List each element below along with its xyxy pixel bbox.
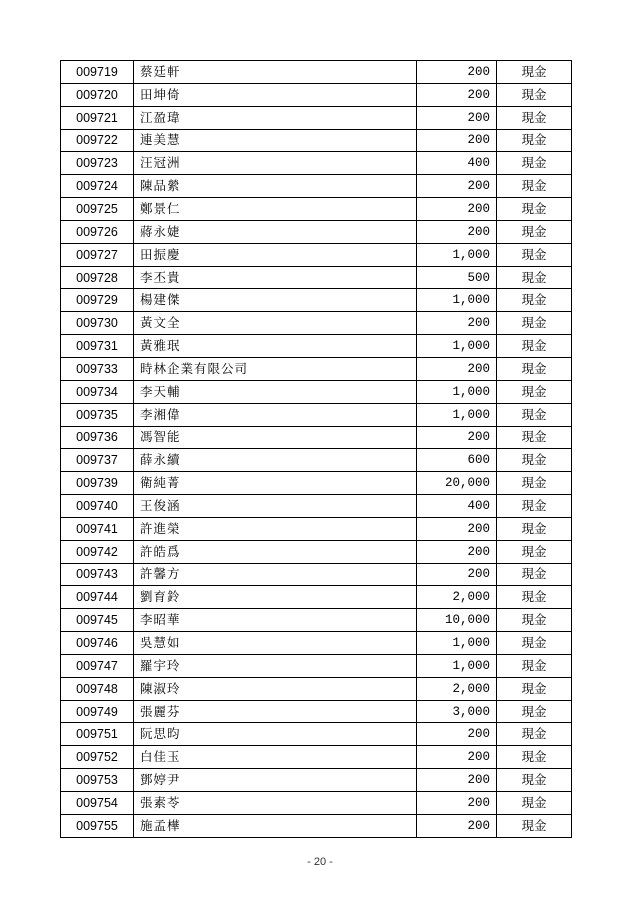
payment-type-cell: 現金: [497, 723, 572, 746]
donation-amount-cell: 200: [417, 357, 497, 380]
payment-type-cell: 現金: [497, 632, 572, 655]
payment-type-cell: 現金: [497, 312, 572, 335]
table-row: [61, 266, 572, 289]
donor-id-cell: 009745: [61, 609, 134, 632]
table-row: [61, 586, 572, 609]
table-row: [61, 814, 572, 837]
donation-amount-cell: 1,000: [417, 654, 497, 677]
donor-name-cell: 李湘偉: [134, 403, 417, 426]
donation-amount-cell: 200: [417, 83, 497, 106]
payment-type-cell: 現金: [497, 700, 572, 723]
donation-amount-cell: 1,000: [417, 289, 497, 312]
payment-type-cell: 現金: [497, 449, 572, 472]
table-row: [61, 129, 572, 152]
donor-name-cell: 許馨方: [134, 563, 417, 586]
donor-name-cell: 陳品縈: [134, 175, 417, 198]
donor-id-cell: 009751: [61, 723, 134, 746]
table-row: [61, 312, 572, 335]
donor-name-cell: 劉育鈴: [134, 586, 417, 609]
payment-type-cell: 現金: [497, 357, 572, 380]
donor-id-cell: 009731: [61, 335, 134, 358]
donor-name-cell: 吳慧如: [134, 632, 417, 655]
donation-amount-cell: 200: [417, 540, 497, 563]
donor-id-cell: 009736: [61, 426, 134, 449]
donor-id-cell: 009735: [61, 403, 134, 426]
donor-id-cell: 009749: [61, 700, 134, 723]
donation-amount-cell: 200: [417, 129, 497, 152]
donor-name-cell: 張素苓: [134, 792, 417, 815]
donor-name-cell: 田坤倚: [134, 83, 417, 106]
payment-type-cell: 現金: [497, 792, 572, 815]
donor-name-cell: 蔣永婕: [134, 220, 417, 243]
donor-name-cell: 黃文全: [134, 312, 417, 335]
donor-name-cell: 許皓爲: [134, 540, 417, 563]
table-row: [61, 449, 572, 472]
donor-id-cell: 009724: [61, 175, 134, 198]
payment-type-cell: 現金: [497, 746, 572, 769]
payment-type-cell: 現金: [497, 198, 572, 221]
payment-type-cell: 現金: [497, 769, 572, 792]
payment-type-cell: 現金: [497, 129, 572, 152]
table-row: [61, 677, 572, 700]
donor-id-cell: 009752: [61, 746, 134, 769]
donor-name-cell: 楊建傑: [134, 289, 417, 312]
donation-amount-cell: 1,000: [417, 632, 497, 655]
donor-id-cell: 009755: [61, 814, 134, 837]
donor-name-cell: 蔡廷軒: [134, 61, 417, 84]
payment-type-cell: 現金: [497, 472, 572, 495]
table-row: [61, 380, 572, 403]
table-row: [61, 609, 572, 632]
donor-name-cell: 汪冠洲: [134, 152, 417, 175]
donor-id-cell: 009733: [61, 357, 134, 380]
payment-type-cell: 現金: [497, 380, 572, 403]
table-row: [61, 517, 572, 540]
donor-id-cell: 009726: [61, 220, 134, 243]
donor-name-cell: 時林企業有限公司: [134, 357, 417, 380]
payment-type-cell: 現金: [497, 266, 572, 289]
table-row: [61, 654, 572, 677]
donor-name-cell: 許進榮: [134, 517, 417, 540]
donor-name-cell: 王俊涵: [134, 495, 417, 518]
donor-id-cell: 009727: [61, 243, 134, 266]
payment-type-cell: 現金: [497, 677, 572, 700]
table-row: [61, 83, 572, 106]
payment-type-cell: 現金: [497, 335, 572, 358]
donation-amount-cell: 200: [417, 61, 497, 84]
payment-type-cell: 現金: [497, 289, 572, 312]
donor-id-cell: 009754: [61, 792, 134, 815]
payment-type-cell: 現金: [497, 654, 572, 677]
donation-amount-cell: 200: [417, 198, 497, 221]
payment-type-cell: 現金: [497, 495, 572, 518]
donation-table: [60, 60, 572, 838]
donation-amount-cell: 1,000: [417, 243, 497, 266]
donor-id-cell: 009747: [61, 654, 134, 677]
table-row: [61, 792, 572, 815]
donor-name-cell: 白佳玉: [134, 746, 417, 769]
table-row: [61, 426, 572, 449]
donation-amount-cell: 200: [417, 312, 497, 335]
table-row: [61, 540, 572, 563]
donor-name-cell: 江盈瑋: [134, 106, 417, 129]
donation-amount-cell: 200: [417, 792, 497, 815]
table-row: [61, 61, 572, 84]
donor-name-cell: 張麗芬: [134, 700, 417, 723]
payment-type-cell: 現金: [497, 220, 572, 243]
donor-name-cell: 李丕貴: [134, 266, 417, 289]
donor-id-cell: 009744: [61, 586, 134, 609]
table-row: [61, 723, 572, 746]
donation-amount-cell: 600: [417, 449, 497, 472]
donor-name-cell: 薛永續: [134, 449, 417, 472]
payment-type-cell: 現金: [497, 83, 572, 106]
payment-type-cell: 現金: [497, 152, 572, 175]
payment-type-cell: 現金: [497, 540, 572, 563]
donor-id-cell: 009746: [61, 632, 134, 655]
donation-amount-cell: 2,000: [417, 586, 497, 609]
donor-name-cell: 衛純菁: [134, 472, 417, 495]
payment-type-cell: 現金: [497, 243, 572, 266]
donor-id-cell: 009737: [61, 449, 134, 472]
payment-type-cell: 現金: [497, 106, 572, 129]
table-row: [61, 357, 572, 380]
payment-type-cell: 現金: [497, 403, 572, 426]
payment-type-cell: 現金: [497, 814, 572, 837]
donor-name-cell: 連美慧: [134, 129, 417, 152]
table-row: [61, 495, 572, 518]
donation-amount-cell: 200: [417, 517, 497, 540]
donor-name-cell: 鄭景仁: [134, 198, 417, 221]
donation-amount-cell: 200: [417, 769, 497, 792]
table-row: [61, 700, 572, 723]
donor-id-cell: 009753: [61, 769, 134, 792]
donation-amount-cell: 1,000: [417, 380, 497, 403]
donor-name-cell: 李天輔: [134, 380, 417, 403]
donation-amount-cell: 3,000: [417, 700, 497, 723]
payment-type-cell: 現金: [497, 517, 572, 540]
table-row: [61, 106, 572, 129]
donor-id-cell: 009740: [61, 495, 134, 518]
table-row: [61, 472, 572, 495]
payment-type-cell: 現金: [497, 175, 572, 198]
table-row: [61, 632, 572, 655]
payment-type-cell: 現金: [497, 426, 572, 449]
payment-type-cell: 現金: [497, 586, 572, 609]
payment-type-cell: 現金: [497, 61, 572, 84]
donation-amount-cell: 2,000: [417, 677, 497, 700]
table-row: [61, 152, 572, 175]
donation-amount-cell: 500: [417, 266, 497, 289]
donor-name-cell: 施孟樺: [134, 814, 417, 837]
payment-type-cell: 現金: [497, 609, 572, 632]
donor-name-cell: 鄧婷尹: [134, 769, 417, 792]
donation-amount-cell: 200: [417, 814, 497, 837]
donor-id-cell: 009739: [61, 472, 134, 495]
page-number: - 20 -: [307, 856, 333, 868]
payment-type-cell: 現金: [497, 563, 572, 586]
table-row: [61, 335, 572, 358]
donor-id-cell: 009742: [61, 540, 134, 563]
donor-name-cell: 田振慶: [134, 243, 417, 266]
table-row: [61, 769, 572, 792]
donation-amount-cell: 200: [417, 426, 497, 449]
donor-id-cell: 009741: [61, 517, 134, 540]
donation-amount-cell: 10,000: [417, 609, 497, 632]
donor-id-cell: 009719: [61, 61, 134, 84]
table-row: [61, 175, 572, 198]
donor-name-cell: 陳淑玲: [134, 677, 417, 700]
table-row: [61, 198, 572, 221]
donation-amount-cell: 400: [417, 495, 497, 518]
donation-amount-cell: 1,000: [417, 335, 497, 358]
donation-amount-cell: 200: [417, 220, 497, 243]
donor-id-cell: 009728: [61, 266, 134, 289]
donor-id-cell: 009748: [61, 677, 134, 700]
donor-id-cell: 009725: [61, 198, 134, 221]
donor-name-cell: 黃雅珉: [134, 335, 417, 358]
donation-amount-cell: 200: [417, 106, 497, 129]
donor-name-cell: 羅宇玲: [134, 654, 417, 677]
table-row: [61, 243, 572, 266]
donor-name-cell: 馮智能: [134, 426, 417, 449]
donor-id-cell: 009720: [61, 83, 134, 106]
donation-amount-cell: 200: [417, 746, 497, 769]
donation-amount-cell: 400: [417, 152, 497, 175]
donation-amount-cell: 200: [417, 723, 497, 746]
donor-id-cell: 009721: [61, 106, 134, 129]
donor-name-cell: 李昭華: [134, 609, 417, 632]
table-row: [61, 220, 572, 243]
donor-id-cell: 009734: [61, 380, 134, 403]
donation-amount-cell: 20,000: [417, 472, 497, 495]
donation-amount-cell: 200: [417, 563, 497, 586]
donor-id-cell: 009723: [61, 152, 134, 175]
donor-id-cell: 009743: [61, 563, 134, 586]
donor-name-cell: 阮思昀: [134, 723, 417, 746]
donor-id-cell: 009722: [61, 129, 134, 152]
donation-table-body: [61, 61, 572, 838]
donation-amount-cell: 1,000: [417, 403, 497, 426]
table-row: [61, 403, 572, 426]
donor-id-cell: 009729: [61, 289, 134, 312]
table-row: [61, 289, 572, 312]
table-row: [61, 746, 572, 769]
donor-id-cell: 009730: [61, 312, 134, 335]
table-row: [61, 563, 572, 586]
donation-amount-cell: 200: [417, 175, 497, 198]
